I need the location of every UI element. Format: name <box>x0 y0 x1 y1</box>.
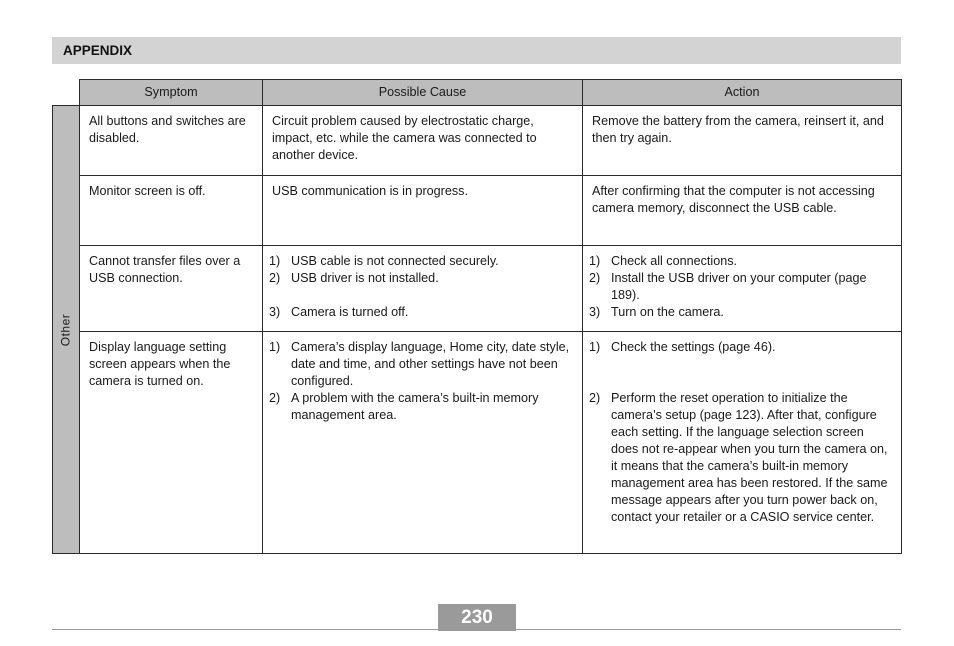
table-row <box>53 332 902 554</box>
action-list <box>589 253 893 321</box>
list-spacer <box>272 287 574 304</box>
symptom-text: Monitor screen is off. <box>89 184 206 198</box>
cause-list <box>269 253 574 321</box>
cause-text: Circuit problem caused by electrostatic charge, impact, etc. while the camera was connected to another device. <box>272 114 537 162</box>
category-cell <box>53 106 80 554</box>
list-item: 1) Check all connections. <box>589 254 738 268</box>
section-header-bar <box>52 37 901 64</box>
list-item: 2) A problem with the camera’s built-in memory management area. <box>269 391 539 422</box>
header-blank-cell <box>53 80 80 106</box>
action-text: After confirming that the computer is not accessing camera memory, disconnect the USB cable. <box>592 184 875 215</box>
column-header-cause: Possible Cause <box>263 80 583 106</box>
page-number-box <box>438 604 516 631</box>
list-item: 3) Turn on the camera. <box>589 305 724 319</box>
column-header-symptom: Symptom <box>80 80 263 106</box>
list-item: 3) Camera is turned off. <box>269 305 409 319</box>
troubleshooting-table-container <box>52 79 902 554</box>
cause-text: USB communication is in progress. <box>272 184 468 198</box>
action-list <box>589 339 893 526</box>
table-header-row <box>53 80 902 106</box>
troubleshooting-table <box>52 79 902 554</box>
list-item: 1) Check the settings (page 46). <box>589 340 776 354</box>
table-row <box>53 106 902 176</box>
table-row <box>53 246 902 332</box>
list-item: 2) Install the USB driver on your computer (page 189). <box>589 271 867 302</box>
list-spacer <box>592 356 893 390</box>
table-row <box>53 176 902 246</box>
list-item: 2) USB driver is not installed. <box>269 271 439 285</box>
list-item: 1) Camera’s display language, Home city, date style, date and time, and other settings have not been configured. <box>269 340 570 388</box>
symptom-text: Cannot transfer files over a USB connection. <box>89 254 241 285</box>
category-label: Other <box>58 313 73 346</box>
cause-list <box>269 339 574 424</box>
list-item: 1) USB cable is not connected securely. <box>269 254 499 268</box>
section-title: APPENDIX <box>63 43 133 58</box>
symptom-text: Display language setting screen appears when the camera is turned on. <box>89 340 231 388</box>
symptom-text: All buttons and switches are disabled. <box>89 114 246 145</box>
action-text: Remove the battery from the camera, reinsert it, and then try again. <box>592 114 884 145</box>
page-number: 230 <box>461 607 493 628</box>
column-header-action: Action <box>583 80 902 106</box>
list-item: 2) Perform the reset operation to initialize the camera’s setup (page 123). After that, configure each setting. If the language selection screen does not re-appear when you turn the camera on, it means that the camera’s built-in memory management area has been restored. If the same message appears after you turn power back on, contact your retailer or a CASIO service center. <box>589 391 888 524</box>
